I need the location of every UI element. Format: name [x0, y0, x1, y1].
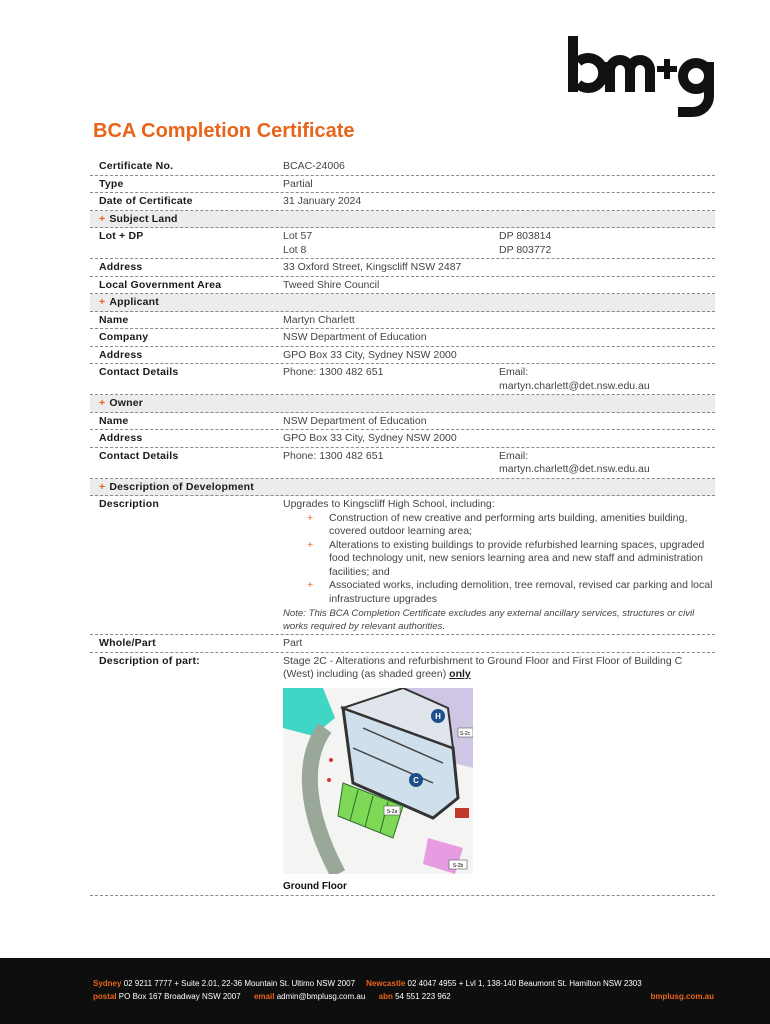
map-tag: S-2c	[459, 730, 471, 737]
note: Note: This BCA Completion Certificate excludes any external ancillary services, structures or civil works required by relevant authorities.	[283, 608, 695, 632]
label: Type	[99, 177, 124, 190]
label: Name	[99, 414, 129, 427]
row-certificate-no	[90, 158, 715, 176]
map-caption: Ground Floor	[283, 881, 347, 892]
label: Description of part:	[99, 654, 200, 667]
row-whole-part	[90, 635, 715, 653]
label: Local Government Area	[99, 278, 222, 291]
map-tag: S-2a	[386, 808, 398, 815]
label: Certificate No.	[99, 160, 174, 172]
value: Partial	[283, 177, 313, 190]
label: Company	[99, 331, 149, 343]
plus-bullet-icon: +	[307, 538, 314, 551]
label: Date of Certificate	[99, 195, 193, 207]
label: Lot + DP	[99, 230, 144, 242]
lot-1: Lot 57	[283, 230, 313, 242]
label: Address	[99, 432, 143, 444]
value: Martyn Charlett	[283, 313, 355, 326]
email-link[interactable]: martyn.charlett@det.nsw.edu.au	[499, 463, 650, 475]
row-owner-contact	[90, 448, 715, 479]
section-applicant	[90, 294, 715, 312]
description-intro: Upgrades to Kingscliff High School, including:	[283, 498, 495, 510]
email-label: Email:	[499, 449, 529, 462]
value: BCAC-24006	[283, 160, 345, 172]
value: Part	[283, 637, 303, 649]
plus-icon: +	[99, 212, 106, 225]
label: Name	[99, 313, 129, 326]
label: Whole/Part	[99, 637, 156, 649]
row-date	[90, 193, 715, 211]
map-label-c: C	[413, 775, 419, 785]
phone: Phone: 1300 482 651	[283, 449, 384, 462]
row-applicant-address	[90, 347, 715, 365]
email-label: Email:	[499, 366, 529, 378]
part-description: Stage 2C - Alterations and refurbishment to Ground Floor and First Floor of Building C (West) including (as shaded green)	[283, 654, 683, 680]
map-tag: S-2b	[452, 862, 464, 869]
value: Tweed Shire Council	[283, 278, 380, 291]
section-development	[90, 479, 715, 497]
row-applicant-company	[90, 329, 715, 347]
label: Description	[99, 498, 159, 510]
phone: Phone: 1300 482 651	[283, 366, 384, 378]
row-lga	[90, 277, 715, 295]
postal-address: PO Box 167 Broadway NSW 2007	[118, 992, 241, 1001]
section-heading: Applicant	[109, 296, 159, 308]
label: Contact Details	[99, 366, 179, 378]
row-type	[90, 176, 715, 194]
footer-email-link[interactable]: admin@bmplusg.com.au	[276, 992, 366, 1001]
row-owner-address	[90, 430, 715, 448]
plus-icon: +	[99, 397, 106, 409]
list-item: + Associated works, including demolition, tree removal, revised car parking and local infrastructure upgrades	[307, 579, 713, 605]
section-heading: Subject Land	[109, 212, 178, 225]
value: 31 January 2024	[283, 195, 362, 207]
row-description	[90, 496, 715, 635]
value: 33 Oxford Street, Kingscliff NSW 2487	[283, 261, 462, 273]
abn: 54 551 223 962	[395, 992, 451, 1001]
lot-2: Lot 8	[283, 243, 307, 256]
value: NSW Department of Education	[283, 414, 427, 427]
row-applicant-contact	[90, 364, 715, 395]
plus-bullet-icon: +	[307, 579, 314, 591]
row-applicant-name	[90, 312, 715, 330]
dp-2: DP 803772	[499, 243, 552, 256]
row-land-address	[90, 259, 715, 277]
list-item: + Alterations to existing buildings to provide refurbished learning spaces, upgraded food technology unit, new seniors learning area and new staff and administration facilities; and	[307, 538, 705, 578]
label: Address	[99, 348, 143, 361]
value: GPO Box 33 City, Sydney NSW 2000	[283, 348, 457, 361]
footer: Sydney 02 9211 7777 + Suite 2.01, 22-36 Mountain St. Ultimo NSW 2007 Newcastle 02 4047 4955 + Lvl 1, 138-140 Beaumont St. Hamilton NSW 2303 postal PO Box 167 Broadway NSW 2007 email admin@bmplusg.com.au abn 54 551 223 962 bmplusg.com.au	[0, 958, 770, 1024]
dp-1: DP 803814	[499, 230, 552, 242]
description-list	[283, 512, 715, 607]
map-label-h: H	[435, 711, 441, 721]
email-link[interactable]: martyn.charlett@det.nsw.edu.au	[499, 379, 650, 392]
row-description-of-part	[90, 653, 715, 896]
plus-icon: +	[99, 296, 106, 308]
page-title: BCA Completion Certificate	[93, 120, 355, 142]
value: GPO Box 33 City, Sydney NSW 2000	[283, 432, 457, 444]
ground-floor-plan	[283, 688, 473, 874]
plus-bullet-icon: +	[307, 511, 314, 524]
newcastle-office: 02 4047 4955 + Lvl 1, 138-140 Beaumont St. Hamilton NSW 2303	[407, 979, 642, 988]
certificate-form	[90, 158, 715, 896]
section-owner	[90, 395, 715, 413]
bmg-logo	[566, 34, 718, 122]
section-heading: Owner	[109, 397, 144, 409]
label: Contact Details	[99, 449, 179, 462]
website-link[interactable]: bmplusg.com.au	[650, 992, 714, 1001]
section-heading: Description of Development	[109, 480, 254, 493]
row-owner-name	[90, 413, 715, 431]
row-lot-dp	[90, 228, 715, 259]
value: NSW Department of Education	[283, 331, 427, 343]
only-emphasis: only	[449, 668, 471, 680]
section-subject-land	[90, 211, 715, 229]
label: Address	[99, 261, 143, 273]
list-item: + Construction of new creative and performing arts building, amenities building, covered outdoor learning area;	[307, 511, 688, 537]
sydney-office: 02 9211 7777 + Suite 2.01, 22-36 Mountain St. Ultimo NSW 2007	[123, 979, 356, 988]
plus-icon: +	[99, 480, 106, 493]
